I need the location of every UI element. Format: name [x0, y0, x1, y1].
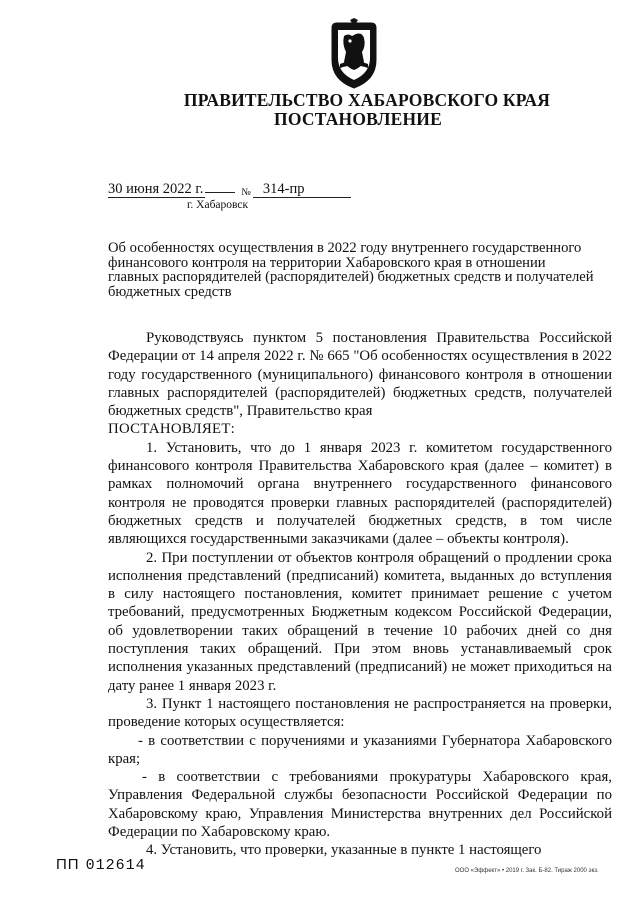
clause-3: 3. Пункт 1 настоящего постановления не распространяется на проверки, проведение которых осуществляется: — [108, 695, 612, 731]
printing-info: ООО «Эффект» • 2019 г. Зак. Б-82. Тираж 2000 экз. — [455, 868, 599, 874]
title-line: Об особенностях осуществления в 2022 году внутреннего государственного — [108, 240, 582, 256]
document-date-line — [108, 181, 351, 198]
clause-3-item-2: - в соответствии с требованиями прокуратуры Хабаровского края, Управления Федеральной службы безопасности Российской Федерации по Хабаровскому краю, Управления Министерства внутренних дел Российской Федерации по Хабаровскому краю. — [108, 769, 612, 841]
document-city: г. Хабаровск — [187, 199, 249, 211]
title-line: бюджетных средств — [108, 283, 232, 300]
title-line: главных распорядителей (распорядителей) бюджетных средств и получателей — [108, 269, 594, 285]
clause-1: 1. Установить, что до 1 января 2023 г. комитетом государственного финансового контроля Правительства Хабаровского края (далее – комитет) в рамках полномочий органа внутреннего государственного финансового контроля не проводятся проверки главных распорядителей (распорядителей) бюджетных средств и получателей бюджетных средств, в том числе являющихся государственными заказчиками (далее – объекты контроля). — [108, 439, 612, 548]
form-code-prefix: ПП — [56, 856, 80, 873]
date-underline — [205, 192, 235, 193]
government-name: ПРАВИТЕЛЬСТВО ХАБАРОВСКОГО КРАЯ — [183, 90, 551, 110]
document-body — [108, 329, 612, 860]
title-line: финансового контроля на территории Хабаровского края в отношении — [108, 254, 546, 271]
clause-2: 2. При поступлении от объектов контроля обращений о продлении срока исполнения представлений (предписаний) комитета, выданных до вступления в силу настоящего постановления, комитет принимает решение с учетом требований, предусмотренных Бюджетным кодексом Российской Федерации, об удовлетворении таких обращений в течение 10 рабочих дней со дня поступления таких обращений. При этом вновь устанавливаемый срок исполнения указанных представлений (предписаний) не может приходиться на дату ранее 1 января 2023 г. — [108, 549, 612, 694]
form-code — [56, 856, 146, 874]
document-title — [108, 241, 611, 299]
coat-of-arms-icon — [326, 18, 382, 90]
number-sign: № — [241, 187, 251, 198]
form-serial-number: 012614 — [85, 857, 146, 874]
document-number: 314-пр — [253, 182, 351, 198]
document-type-heading: ПОСТАНОВЛЕНИЕ — [274, 109, 442, 129]
clause-3-item-1: - в соответствии с поручениями и указаниями Губернатора Хабаровского края; — [108, 732, 612, 767]
decree-word: ПОСТАНОВЛЯЕТ: — [108, 421, 236, 438]
intro-paragraph: Руководствуясь пунктом 5 постановления Правительства Российской Федерации от 14 апреля 2022 г. № 665 "Об особенностях осуществления в 2022 году государственного (муниципального) финансового контроля в отношении главных распорядителей (распорядителей) бюджетных средств, получателей бюджетных средств", Правительство края — [108, 330, 612, 420]
clause-4: 4. Установить, что проверки, указанные в пункте 1 настоящего — [146, 842, 542, 859]
document-date: 30 июня 2022 г. — [108, 181, 204, 197]
